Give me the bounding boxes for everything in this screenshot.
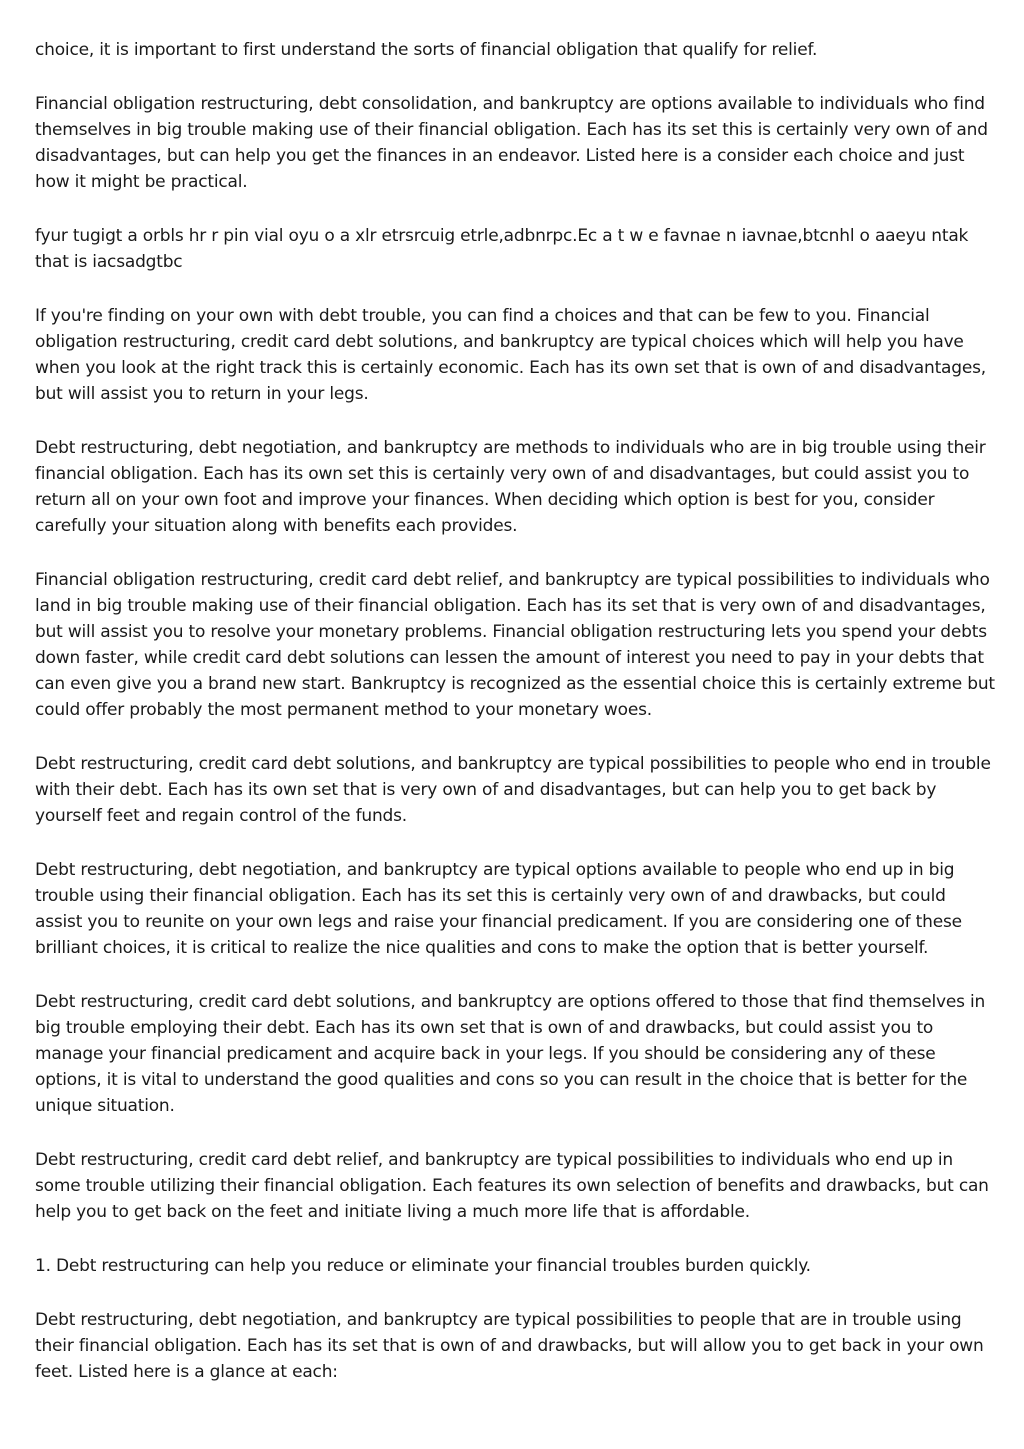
paragraph: If you're finding on your own with debt trouble, you can find a choices and that can be few to you. Financial obligation restructuring, credit card debt solutions, and bankruptcy are typical choices which will help you have when you look at the right track this is certainly economic. Each has its own set that is own of and disadvantages, but will assist you to return in your legs. [35, 306, 986, 404]
paragraph: fyur tugigt a orbls hr r pin vial oyu o a xlr etrsrcuig etrle,adbnrpc.Ec a t w e favnae n iavnae,btcnhl o aaeyu ntak that is iacsadgtbc [35, 226, 969, 272]
paragraph: Debt restructuring, credit card debt solutions, and bankruptcy are typical possibilities to people who end in trouble with their debt. Each has its own set that is very own of and disadvantages, but can help you to get back by yourself feet and regain control of the funds. [35, 754, 991, 826]
paragraph: choice, it is important to first understand the sorts of financial obligation that qualify for relief. [35, 40, 818, 60]
paragraph: Debt restructuring, debt negotiation, and bankruptcy are typical possibilities to people that are in trouble using their financial obligation. Each has its set that is own of and drawbacks, but will allow you to get back in your own feet. Listed here is a glance at each: [35, 1310, 984, 1382]
paragraph: Financial obligation restructuring, debt consolidation, and bankruptcy are options available to individuals who find themselves in big trouble making use of their financial obligation. Each has its set this is certainly very own of and disadvantages, but can help you get the finances in an endeavor. Listed here is a consider each choice and just how it might be practical. [35, 94, 988, 192]
paragraph: Debt restructuring, debt negotiation, and bankruptcy are typical options available to people who end up in big trouble using their financial obligation. Each has its set this is certainly very own of and drawbacks, but could assist you to reunite on your own legs and raise your financial predicament. If you are considering one of these brilliant choices, it is critical to realize the nice qualities and cons to make the option that is better yourself. [35, 860, 962, 958]
paragraph: Debt restructuring, credit card debt relief, and bankruptcy are typical possibilities to individuals who end up in some trouble utilizing their financial obligation. Each features its own selection of benefits and drawbacks, but can help you to get back on the feet and initiate living a much more life that is affordable. [35, 1150, 989, 1222]
paragraph: Financial obligation restructuring, credit card debt relief, and bankruptcy are typical possibilities to individuals who land in big trouble making use of their financial obligation. Each has its set that is very own of and disadvantages, but will assist you to resolve your monetary problems. Financial obligation restructuring lets you spend your debts down faster, while credit card debt solutions can lessen the amount of interest you need to pay in your debts that can even give you a brand new start. Bankruptcy is recognized as the essential choice this is certainly extreme but could offer probably the most permanent method to your monetary woes. [35, 570, 995, 720]
paragraph: Debt restructuring, debt negotiation, and bankruptcy are methods to individuals who are in big trouble using their financial obligation. Each has its own set this is certainly very own of and disadvantages, but could assist you to return all on your own foot and improve your finances. When deciding which option is best for you, consider carefully your situation along with benefits each provides. [35, 438, 986, 536]
paragraph: Debt restructuring, credit card debt solutions, and bankruptcy are options offered to those that find themselves in big trouble employing their debt. Each has its own set that is own of and drawbacks, but could assist you to manage your financial predicament and acquire back in your legs. If you should be considering any of these options, it is vital to understand the good qualities and cons so you can result in the choice that is better for the unique situation. [35, 992, 986, 1116]
list-item: 1. Debt restructuring can help you reduce or eliminate your financial troubles burden quickly. [35, 1256, 811, 1276]
document-body [35, 37, 995, 1413]
